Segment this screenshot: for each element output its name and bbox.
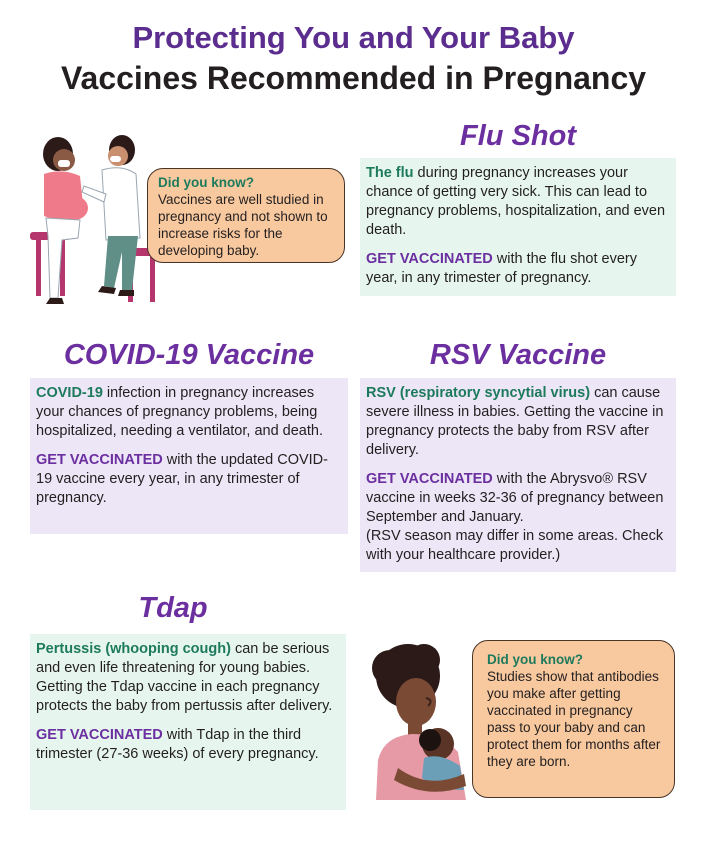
rsv-cta: GET VACCINATED <box>366 471 493 487</box>
flu-cta-text: with the flu shot every year, in any trimester of pregnancy. <box>366 251 638 286</box>
covid-cta-text: with the updated COVID-19 vaccine every year, in any trimester of pregnancy. <box>36 452 328 506</box>
tdap-intro-text: can be serious and even life threatening for young babies. Getting the Tdap vaccine in each pregnancy protects the baby from pertussis after delivery. <box>36 641 333 714</box>
rsv-term: RSV (respiratory syncytial virus) <box>366 385 591 401</box>
covid-term: COVID-19 <box>36 385 103 401</box>
page-title: Protecting You and Your Baby <box>132 20 575 55</box>
covid-intro-paragraph <box>36 384 342 441</box>
rsv-intro-text: can cause severe illness in babies. Getting the vaccine in pregnancy protects the baby from RSV after delivery. <box>366 385 664 458</box>
covid-intro-text: infection in pregnancy increases your chances of pregnancy problems, being hospitalized, needing a ventilator, and death. <box>36 385 323 439</box>
flu-shot-info-box <box>360 158 676 296</box>
did-you-know-callout-vaccine-safety <box>147 168 345 263</box>
flu-term: The flu <box>366 165 414 181</box>
flu-intro-paragraph <box>366 164 670 240</box>
tdap-heading: Tdap <box>138 592 208 624</box>
covid-cta-paragraph <box>36 451 342 508</box>
covid-cta: GET VACCINATED <box>36 452 163 468</box>
callout-text: Vaccines are well studied in pregnancy and not shown to increase risks for the developing baby. <box>158 192 328 258</box>
rsv-cta-paragraph <box>366 470 670 527</box>
tdap-term: Pertussis (whooping cough) <box>36 641 231 657</box>
page-subtitle: Vaccines Recommended in Pregnancy <box>60 60 647 96</box>
callout-label: Did you know? <box>487 652 583 667</box>
flu-cta: GET VACCINATED <box>366 251 493 267</box>
tdap-cta: GET VACCINATED <box>36 727 163 743</box>
rsv-info-box <box>360 378 676 572</box>
tdap-cta-text: with Tdap in the third trimester (27-36 weeks) of every pregnancy. <box>36 727 319 762</box>
flu-intro-text: during pregnancy increases your chance of getting very sick. This can lead to pregnancy problems, hospitalization, and even death. <box>366 165 666 238</box>
covid-19-heading: COVID-19 Vaccine <box>63 339 315 371</box>
rsv-intro-paragraph <box>366 384 670 460</box>
rsv-heading: RSV Vaccine <box>429 339 607 371</box>
rsv-cta-text: with the Abrysvo® RSV vaccine in weeks 32-36 of pregnancy between September and January. <box>366 471 664 525</box>
flu-cta-paragraph <box>366 250 670 288</box>
covid-19-info-box <box>30 378 348 534</box>
rsv-note: (RSV season may differ in some areas. Check with your healthcare provider.) <box>366 528 664 563</box>
tdap-intro-paragraph <box>36 640 340 716</box>
callout-label: Did you know? <box>158 175 254 190</box>
tdap-info-box <box>30 634 346 810</box>
did-you-know-callout-antibodies <box>472 640 675 798</box>
callout-text: Studies show that antibodies you make after getting vaccinated in pregnancy pass to your baby and can protect them for months after they are born. <box>487 669 661 769</box>
tdap-cta-paragraph <box>36 726 340 764</box>
flu-shot-heading: Flu Shot <box>460 120 576 152</box>
